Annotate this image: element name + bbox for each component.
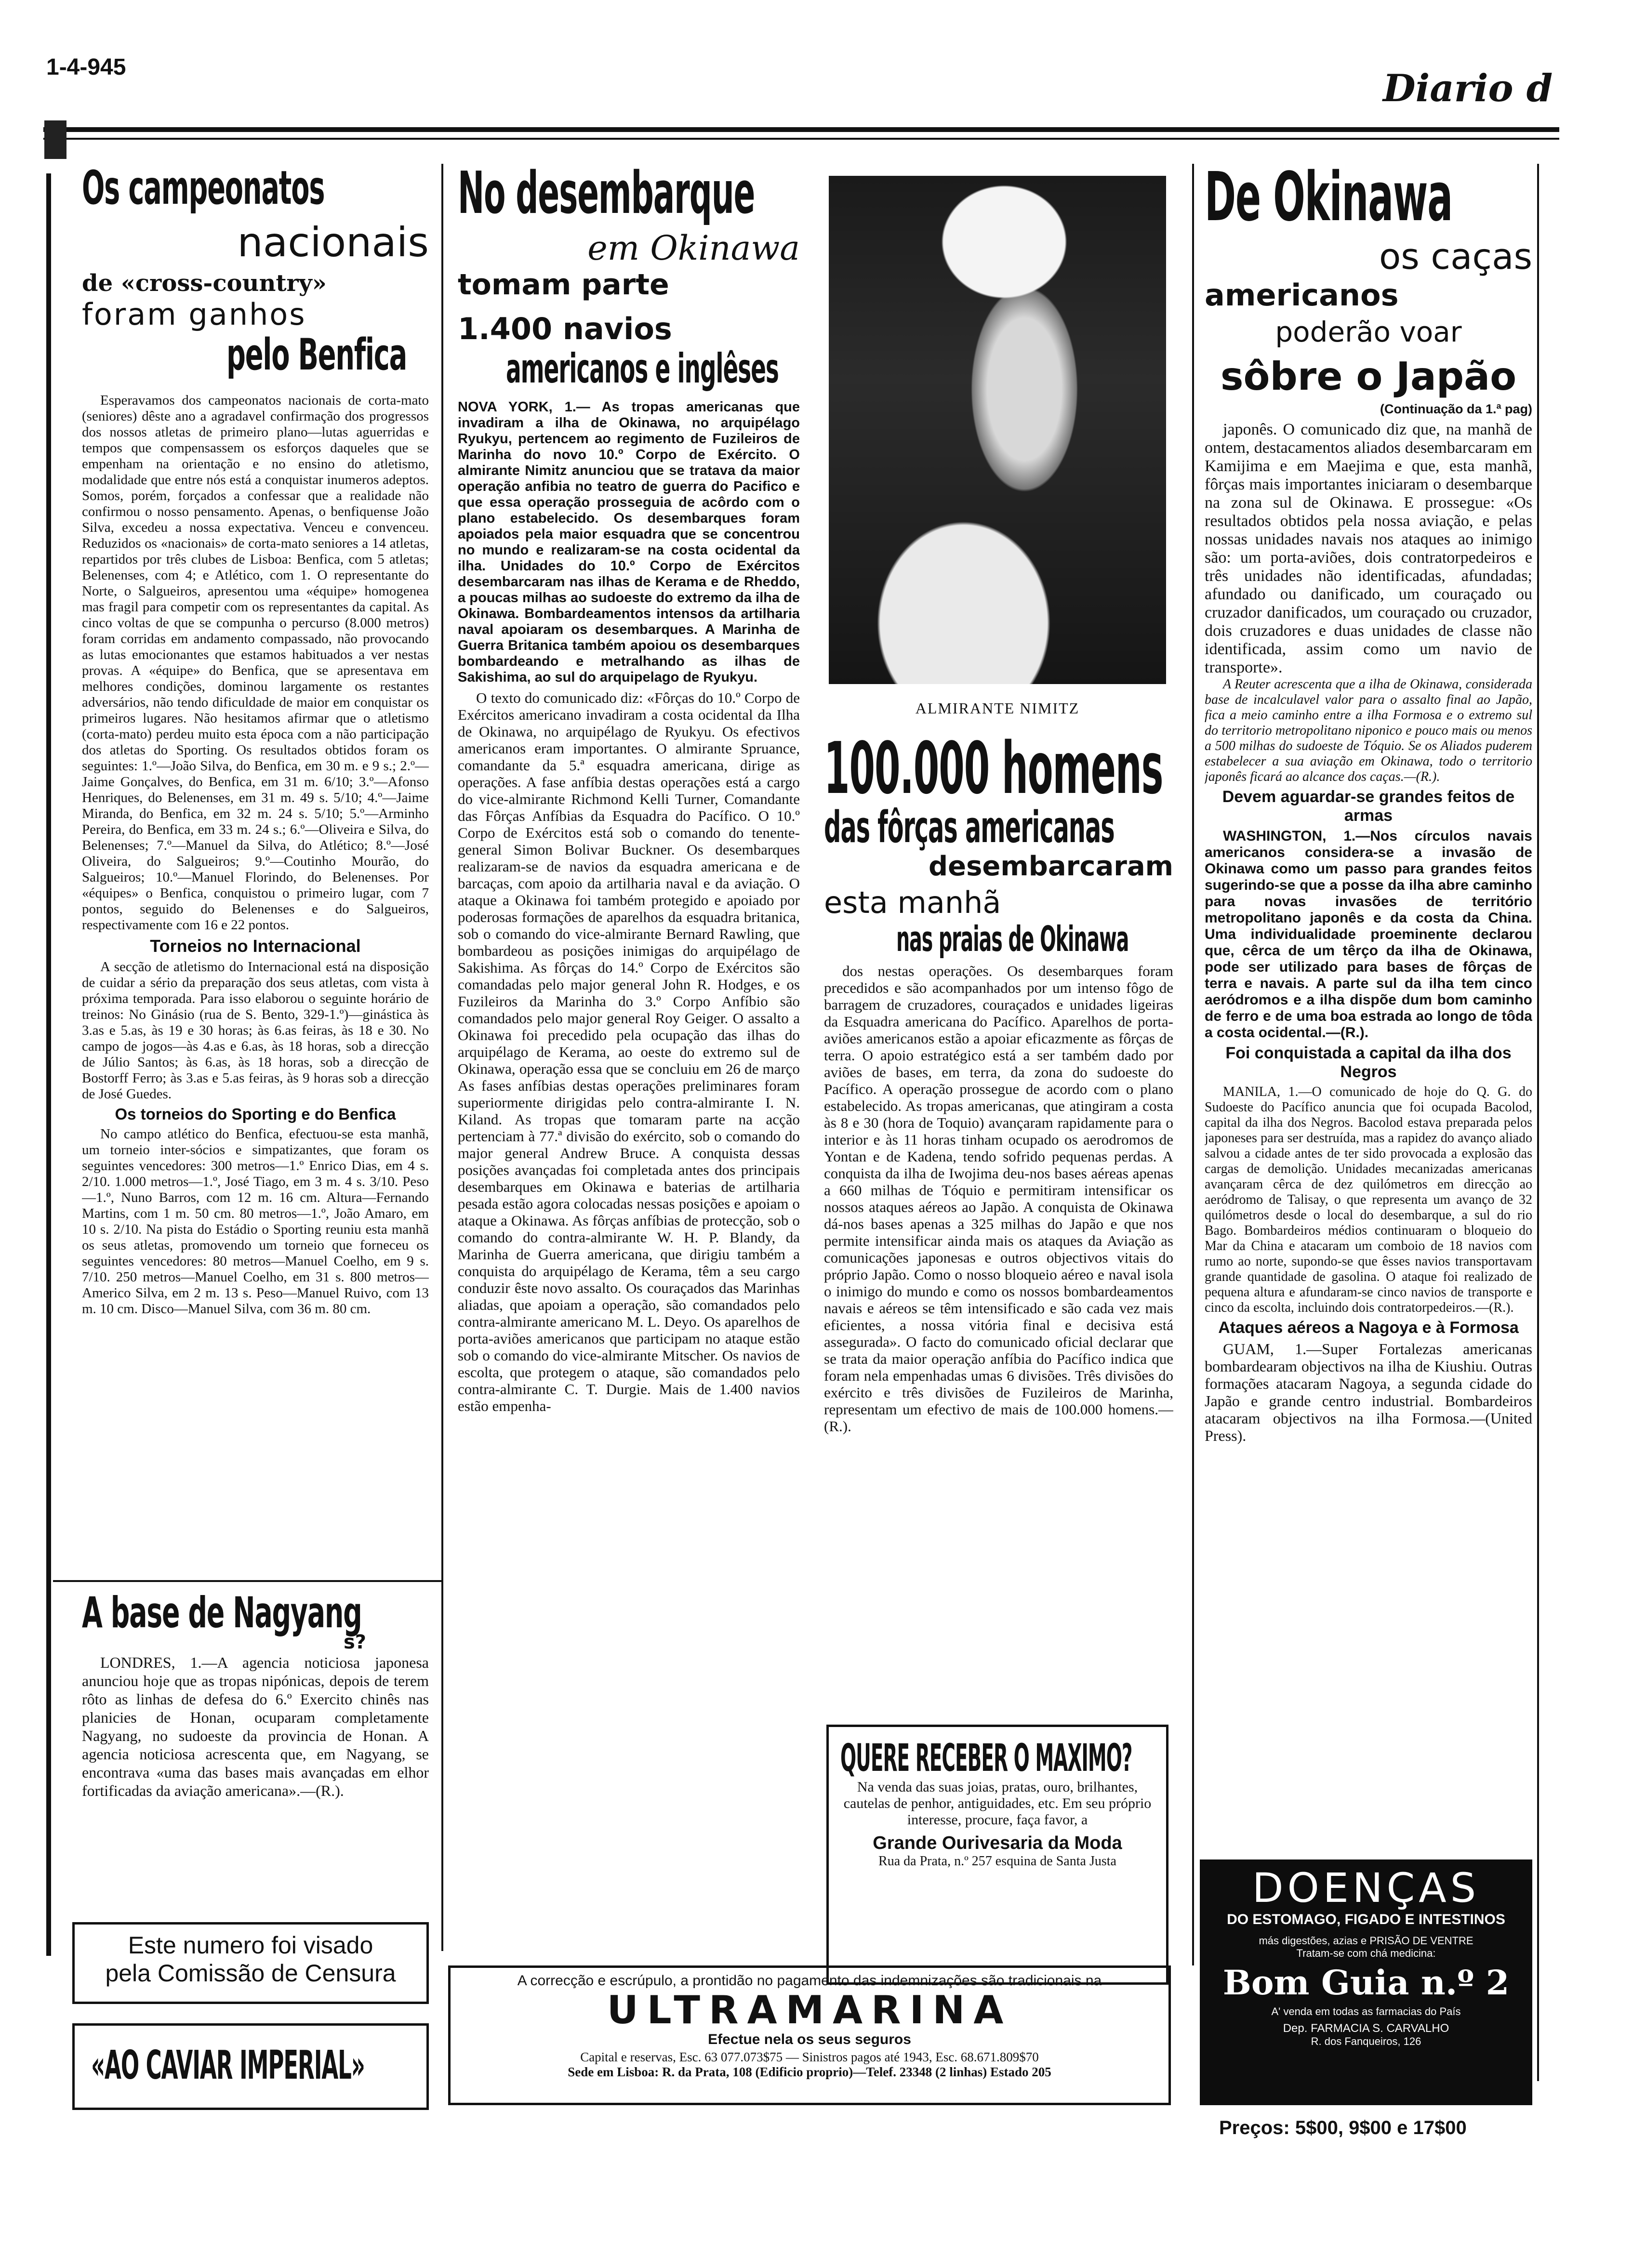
- nagyang-q: s?: [343, 1631, 366, 1653]
- censura-line-2: pela Comissão de Censura: [105, 1960, 396, 1987]
- col4-title-2: os caças: [1379, 236, 1532, 277]
- col3-title-5: nas praias de Okinawa: [896, 919, 1129, 959]
- col1-title-5: pelo Benfica: [226, 330, 407, 380]
- col-rule-3: [1537, 164, 1539, 2081]
- col2-title-4: 1.400 navios: [458, 311, 672, 346]
- nimitz-photo: [829, 176, 1166, 684]
- col2-title-2: em Okinawa: [587, 228, 800, 268]
- censura-box: [72, 1922, 429, 2004]
- col1-subhead-1: Torneios no Internacional: [150, 936, 361, 956]
- nagyang-rule: [53, 1580, 441, 1582]
- col1-title-4: foram ganhos: [82, 297, 306, 332]
- col4-subhead-2: Foi conquistada a capital da ilha dos Negros: [1225, 1044, 1512, 1081]
- col4-body-2: WASHINGTON, 1.—Nos círculos navais americanos considera-se a invasão de Okinawa como um passo para grandes feitos sugerindo-se que a posse da ilha abre caminho para novas invasões de território metropolitano japonês e da costa da China. Uma individualidade proeminente declarou que, cêrca de um têrço da ilha de Okinawa, pode ser utilizado para bases de fôrças de terra e navais. A parte sul da ilha tem cinco aeródromos e a ilha dispõe dum bom caminho de ferro e de uma boa estrada ao longo de tôda a costa ocidental.—(R.).: [1205, 828, 1532, 1041]
- maximo-shop: Grande Ourivesaria da Moda: [873, 1833, 1122, 1853]
- col4-subhead-3: Ataques aéreos a Nagoya e à Formosa: [1218, 1319, 1519, 1337]
- nagyang-title: A base de Nagyang: [82, 1590, 362, 1637]
- masthead: Diario d: [1383, 66, 1553, 110]
- caviar-box: [72, 2023, 429, 2110]
- col3-body: dos nestas operações. Os desembarques foram precedidos e são acompanhados por um intenso fôgo de barragem de cruzadores, couraçados e unidades ligeiras da Esquadra americana do Pacífico. Aparelhos de porta-aviões americanos estão a apoiar eficazmente as fôrças de terra. O apoio estratégico está a ser também dado por aviões de bases, em terra, da zona do sudoeste do Pacífico. A operação prossegue de acordo com o plano estabelecido. As tropas americanas, que atingiram a costa às 8 e 30 (hora de Toquio) avançaram rapidamente para o interior e às 11 horas tinham ocupado os aerodromos de Yontan e de Kadena, tendo sofrido pequenas perdas. A conquista da ilha de Iwojima deu-nos bases aéreas apenas a 660 milhas de Tóquio e permitiram intensificar os nossos ataques aéreos ao Japão. A conquista de Okinawa dá-nos bases apenas a 325 milhas do Japão e que nos permite intensificar ainda mais os ataques da Aviação as comunicações japonesas e outros objectivos vitais do próprio Japão. Como o nosso bloqueio aéreo e naval isola o inimigo do mundo e como os nossos bombardeamentos navais e aéreos se têm intensificado e são cada vez mais eficientes, a nossa vitória final e decisiva está assegurada». O facto do comunicado oficial declarar que se trata da maior operação anfíbia do Pacífico indica que foram nela empenhadas umas 6 divisões. Três divisões do exército e três divisões de Fuzileiros de Marinha, representam um efectivo de mais de 100.000 homens.—(R.).: [824, 963, 1173, 1435]
- page-date: 1-4-945: [46, 54, 126, 80]
- col2-title-1: No desembarque: [458, 164, 755, 227]
- doencas-brand: Bom Guia n.º 2: [1222, 1963, 1510, 2003]
- caviar-text: «AO CAVIAR IMPERIAL»: [91, 2043, 365, 2088]
- col4-body-4: GUAM, 1.—Super Fortalezas americanas bombardearam objectivos na ilha de Kiushiu. Outras formações atacaram Nagoya, a segunda cidade do Japão e grande centro industrial. Bombardeiros atacaram objectivos na ilha Formosa.—(United Press).: [1205, 1340, 1532, 1444]
- col4-cont: (Continuação da 1.ª pag): [1380, 402, 1532, 416]
- maximo-title: QUERE RECEBER O MAXIMO?: [840, 1737, 1132, 1780]
- column-2: [458, 164, 800, 1980]
- doencas-dep: Dep. FARMACIA S. CARVALHO: [1283, 2022, 1449, 2035]
- photo-caption: ALMIRANTE NIMITZ: [915, 699, 1080, 717]
- nagyang-article: [82, 1590, 429, 1927]
- ultramarina-capital: Capital e reservas, Esc. 63 077.073$75 — Sinistros pagos até 1943, Esc. 68.671.809$70: [580, 2050, 1039, 2064]
- col1-body-2: A secção de atletismo do Internacional está na disposição de cuidar a sério da preparação dos seus atletas, com vista à próxima temporada. Para isso elaborou o seguinte horário de treinos: No Ginásio (rua de S. Bento, 329-1.º)—ginástica às 3.as e 5.as, às 19 e 30 horas; às 6.as feiras, às 18 e 30. No campo de jogos—às 4.as e 6.as, às 18 horas, sob a direcção de Júlio Santos; às 6.as, às 18 horas, sob a direcção de Bostorff Ferro; às 3.as e 5.as feiras, às 9 horas sob a direcção de José Guedes.: [82, 959, 429, 1102]
- col2-lead: NOVA YORK, 1.— As tropas americanas que invadiram a ilha de Okinawa, no arquipélago Ryukyu, pertencem ao regimento de Fuzileiros de Marinha do novo 10.º Corpo de Exército. O almirante Nimitz anunciou que se tratava da maior operação anfibia no teatro de guerra do Pacifico e que essa operação prosseguia de acôrdo com o plano estabelecido. Os desembarques foram apoiados pela maior esquadra que se concentrou no mundo e realizaram-se na costa ocidental da ilha. Unidades do 10.º Corpo de Exércitos desembarcaram nas ilhas de Kerama e de Rheddo, a poucas milhas ao sudoeste do extremo da ilha de Okinawa. Bombardeamentos intensos da artilharia naval apoiaram os desembarques. A Marinha de Guerra Britanica também apoiou os desembarques bombardeando e metralhando as ilhas de Sakishima, ao sul do arquipelago de Ryukyu.: [458, 399, 800, 685]
- col4-body-1: japonês. O comunicado diz que, na manhã de ontem, destacamentos aliados desembarcaram em Kamijima e em Maejima e que, esta manhã, fôrças mais importantes iniciaram o desembarque na zona sul de Okinawa. E prossegue: «Os resultados obtidos pela nossa aviação, e pelas nossas unidades navais nos ataques ao inimigo são: um porta-aviões, dois contratorpedeiros e três unidades não identificadas, afundadas; afundado ou danificado, um couraçado ou cruzador danificados, um couraçado ou cruzador, dois cruzadores e duas unidades de classe não identificada, assim como um navio de transporte».: [1205, 421, 1532, 676]
- col4-title-4: poderão voar: [1275, 316, 1462, 348]
- header-rule: [43, 127, 1559, 132]
- col1-title-1: Os campeonatos: [82, 164, 325, 215]
- doencas-line: más digestões, azias e PRISÃO DE VENTRE: [1259, 1935, 1473, 1947]
- doencas-sub: DO ESTOMAGO, FIGADO E INTESTINOS: [1227, 1912, 1505, 1927]
- col3-title-1: 100.000 homens: [824, 732, 1163, 810]
- corner-ornament: [44, 120, 66, 159]
- doencas-line-2: Tratam-se com chá medicina:: [1296, 1947, 1436, 1959]
- column-4: [1205, 164, 1532, 1676]
- col1-title-3: de «cross-country»: [82, 270, 327, 297]
- nagyang-body: LONDRES, 1.—A agencia noticiosa japonesa anunciou hoje que as tropas nipónicas, depois de terem rôto as linhas de defesa do 6.º Exercito chinês nas planicies de Honan, ocuparam completamente Nagyang, no sudoeste da provincia de Honan. A agencia noticiosa acrescenta que, em Nagyang, se encontrava «uma das bases mais avançadas em elhor fortificadas da aviação americana».—(R.).: [82, 1654, 429, 1799]
- header-rule-thin: [43, 138, 1559, 140]
- col-rule-1: [441, 164, 443, 1951]
- col4-body-1-italic: A Reuter acrescenta que a ilha de Okinawa, considerada base de incalculavel valor para o assalto final ao Japão, fica a meio caminho entre a ilha Formosa e o extremo sul do territorio metropolitano niponico e pouco mais ou menos a 500 milhas do sudoeste de Tóquio. Se os Aliados puderem estabelecer a sua aviação em Okinawa, todo o territorio japonês ficará ao alcance dos caças.—(R.).: [1205, 677, 1532, 784]
- maximo-address: Rua da Prata, n.º 257 esquina de Santa Justa: [878, 1854, 1116, 1869]
- col4-body-3: MANILA, 1.—O comunicado de hoje do Q. G. do Sudoeste do Pacífico anuncia que foi ocupada Bacolod, capital da ilha dos Negros. Bacolod estava preparada pelos japoneses para ser destruída, mas a rapidez do avanço aliado salvou a cidade antes de ter sido provocada a explosão das cargas de demolição. Unidades mecanizadas americanas avançaram cêrca de dez quilómetros em direcção ao aeródromo de Talisay, o que representa um avanço de 32 quilómetros desde o local do desembarque, a sul do rio Bago. Bombardeiros médios continuaram o bloqueio do Mar da China e atacaram um comboio de 18 navios com rumo ao norte, supondo-se que êsses navios transportavam grande quantidade de gasolina. O ataque foi realizado de pequena altura e afundaram-se cinco navios de transporte e cinco da escolta, incluindo dois contratorpedeiros.—(R.).: [1205, 1084, 1532, 1315]
- col3-title-2: das fôrças americanas: [824, 802, 1115, 853]
- ultramarina-sede: Sede em Lisboa: R. da Prata, 108 (Edificio proprio)—Telef. 23348 (2 linhas) Estado 205: [568, 2065, 1051, 2079]
- col1-body-3: No campo atlético do Benfica, efectuou-se esta manhã, um torneio inter-sócios e simpatizantes, que foram os seguintes vencedores: 300 metros—1.º Enrico Dias, em 4 s. 2/10. 1.000 metros—1.º, José Tiago, em 3 m. 4 s. 3/10. Peso—1.º, Nuno Barros, com 12 m. 16 cm. Altura—Fernando Martins, com 1 m. 50 cm. 80 metros—1.º, João Amaro, em 10 s. 2/10. Na pista do Estádio o Sporting reuniu esta manhã os seus atletas, promovendo um torneio que forneceu os seguintes vencedores: 80 metros—Manuel Coelho, em 9 s. 7/10. 250 metros—Manuel Coelho, em 31 s. 800 metros—Americo Silva, em 2 m. 13 s. Peso—Manuel Ruivo, com 13 m. 10 cm. Disco—Manuel Silva, com 36 m. 80 cm.: [82, 1126, 429, 1317]
- col1-subhead-2: Os torneios do Sporting e do Benfica: [115, 1105, 396, 1123]
- col2-title-5: americanos e inglêses: [506, 345, 779, 392]
- ultramarina-ad: [448, 1965, 1171, 2105]
- doencas-prices: Preços: 5$00, 9$00 e 17$00: [1219, 2117, 1467, 2138]
- col4-title-5: sôbre o Japão: [1220, 354, 1517, 399]
- col4-title-1: De Okinawa: [1205, 164, 1453, 237]
- ultramarina-intro: A correcção e escrúpulo, a prontidão no pagamento das indemnizações são tradicionais na: [517, 1973, 1102, 1989]
- col2-title-3: tomam parte: [458, 268, 669, 302]
- column-3: [824, 732, 1173, 1734]
- censura-line-1: Este numero foi visado: [128, 1932, 373, 1959]
- ultramarina-tag: Efectue nela os seus seguros: [708, 2031, 911, 2047]
- col-rule-left: [46, 173, 51, 1956]
- doencas-addr: R. dos Fanqueiros, 126: [1311, 2035, 1421, 2047]
- col-rule-2: [1192, 164, 1194, 1965]
- col1-title-2: nacionais: [237, 219, 429, 266]
- ultramarina-name: ULTRAMARINA: [607, 1988, 1012, 2032]
- maximo-body: Na venda das suas joias, pratas, ouro, brilhantes, cautelas de penhor, antiguidades, etc. Em seu próprio interesse, procure, faça favor, a: [843, 1779, 1152, 1828]
- col3-title-4: esta manhã: [824, 885, 1001, 920]
- col2-body: O texto do comunicado diz: «Fôrças do 10.º Corpo de Exércitos americano invadiram a costa ocidental da Ilha de Okinawa, no arquipélago de Ryukyu. Os efectivos americanos eram importantes. O almirante Spruance, comandante da 5.ª esquadra americana, dirige as operações. A fase anfíbia destas operações está a cargo do vice-almirante Richmond Kelli Turner, Comandante das Fôrças Anfíbias da Esquadra do Pacífico. O 10.º Corpo de Exércitos está sob o comando do tenente-general Simon Bolivar Buckner. Os desembarques realizaram-se de navios da esquadra americana e de barcaças, com apoio da artilharia naval e da aviação. O ataque a Okinawa foi também protegido e apoiado por poderosas formações de aparelhos da esquadra britanica, sob o comando do vice-almirante Bernard Rawling, que bombardeou as posições inimigas do arquipélago de Sakishima. As fôrças do 14.º Corpo de Exércitos são comandadas pelo major general John R. Hodges, e os Fuzileiros da Marinha do 3.º Corpo Anfíbio são comandados pelo major general Roy Geiger. O assalto a Okinawa foi precedido pela ocupação das ilhas do arquipélago de Kerama, ao oeste do extremo sul de Okinawa, operação essa que se concluiu em 26 de março As fases anfíbias destas operações preliminares foram superiormente dirigidas pelo contra-almirante I. N. Kiland. As tropas que tomaram parte na acção pertenciam à 77.ª divisão do exército, sob o comando do major general Andrew Bruce. A conquista dessas posições avançadas foi completada antes dos principais desembarques em Okinawa e baterias de artilharia pesada estão agora colocadas nessas posições e apoiam o ataque a Okinawa. As fôrças anfíbias de protecção, sob o comando do contra-almirante W. H. P. Blandy, da Marinha de Guerra americana, que dirigiu também a conquista do arquipélago de Kerama, têm a seu cargo conduzir êste novo assalto. Os couraçados das Marinhas aliadas, que apoiam a operação, são comandados pelo contra-almirante americano M. L. Deyo. Os aparelhos de porta-aviões americanos que participam no ataque estão sob o comando do vice-almirante Mitscher. Os navios de escolta, que protegem o ataque, são comandados pelo contra-almirante C. T. Durgie. Mais de 1.400 navios estão empenha-: [458, 689, 800, 1414]
- doencas-sold: A' venda em todas as farmacias do País: [1271, 2005, 1461, 2017]
- col4-subhead-1: Devem aguardar-se grandes feitos de armas: [1222, 788, 1515, 825]
- col4-title-3: americanos: [1205, 277, 1399, 313]
- doencas-title: DOENÇAS: [1252, 1864, 1480, 1912]
- col3-title-3: desembarcaram: [929, 851, 1173, 882]
- maximo-ad: [826, 1725, 1168, 1985]
- doencas-ad: [1200, 1859, 1532, 2105]
- col1-body: Esperavamos dos campeonatos nacionais de corta-mato (seniores) dêste ano a agradavel confirmação dos progressos dos nossos atletas de primeiro plano—lutas aguerridas e tempos que compensassem os esforços daqueles que se empenham na orientação e no ensino do atletismo, modalidade que entre nós está a conquistar inumeros adeptos. Somos, porém, forçados a confessar que a realidade não confirmou o nosso pensamento. Apenas, o benfiquense João Silva, excedeu a nossa expectativa. Venceu e convenceu. Reduzidos os «nacionais» de corta-mato seniores a 14 atletas, repartidos por três clubes de Lisboa: Benfica, com 5 atletas; Belenenses, com 4; e Atlético, com 1. O representante do Norte, o Salgueiros, apresentou uma «équipe» homogenea mas fragil para competir com os representantes da capital. As cinco voltas de que se compunha o percurso (8.000 metros) foram corridas em andamento compassado, não provocando as lutas emocionantes que estamos habituados a ver nestas provas. A «équipe» do Benfica, que se apresentava em melhores condições, dominou largamente os restantes adversários, não tendo dificuldade de maior em conquistar os primeiros lugares. Não hesitamos afirmar que o atletismo (corta-mato) perdeu muito esta época com a não participação dos atletas do Sporting. Os resultados obtidos foram os seguintes: 1.º—João Silva, do Benfica, em 30 m. e 9 s.; 2.º—Jaime Gonçalves, do Benfica, em 31 m. 6/10; 3.º—Afonso Henriques, do Belenenses, em 31 m. 49 s. 5/10; 4.º—Jaime Miranda, do Benfica, em 32 m. 24 s. 5/10; 5.º—Arminho Pereira, do Benfica, em 33 m. 24 s.; 6.º—Oliveira e Silva, do Belenenses; 7.º—Manuel da Silva, do Atlético; 8.º—José Oliveira, do Salgueiros; 9.º—Coutinho Mourão, do Salgueiros; 10.º—Manuel Florindo, do Belenenses. Por «équipes» o Benfica, conquistou o primeiro lugar, com 7 pontos, seguido do Belenenses e do Salgueiros, respectivamente com 16 e 22 pontos.: [82, 393, 429, 933]
